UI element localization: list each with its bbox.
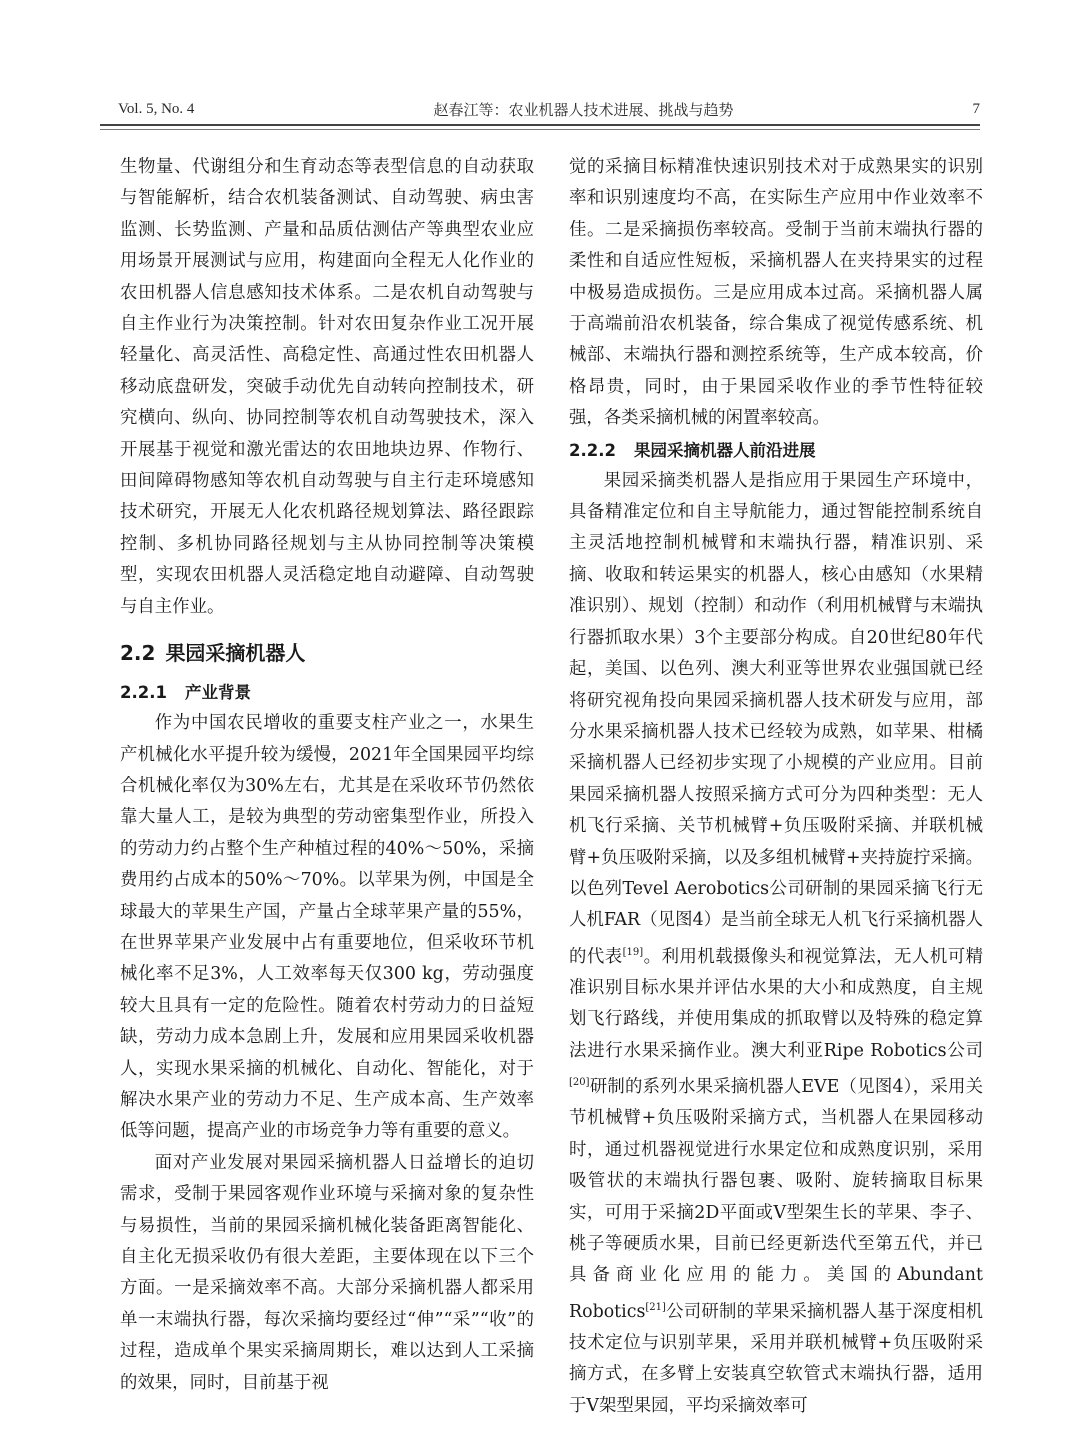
subsection-heading-2-2-2: [569, 435, 983, 466]
subsection-title: 产业背景: [184, 683, 251, 703]
paragraph-industry-background: 作为中国农民增收的重要支柱产业之一，水果生产机械化水平提升较为缓慢，2021年全国果园平均综合机械化率仅为30%左右，尤其是在采收环节仍然依靠大量人工，是较为典型的劳动密集型作业，所投入的劳动力约占整个生产种植过程的40%～50%，采摘费用约占成本的50%～70%。以苹果为例，中国是全球最大的苹果生产国，产量占全球苹果产量的55%，在世界苹果产业发展中占有重要地位，但采收环节机械化率不足3%，人工效率每天仅300 kg，劳动强度较大且具有一定的危险性。随着农村劳动力的日益短缺，劳动力成本急剧上升，发展和应用果园采收机器人，实现水果采摘的机械化、自动化、智能化，对于解决水果产业的劳动力不足、生产成本高、生产效率低等问题，提高产业的市场竞争力等有重要的意义。: [120, 713, 534, 1142]
running-header: [118, 96, 980, 122]
text-segment: 研制的系列水果采摘机器人EVE（见图4），采用关节机械臂+负压吸附采摘方式，当机器人在果园移动时，通过机器视觉进行水果定位和成熟度识别，采用吸管状的末端执行器包裹、吸附、旋转摘取目标果实，可用于采摘2D平面或V型架生长的苹果、李子、桃子等硬质水果，目前已经更新迭代至第五代，并已具备商业化应用的能力。美国的Abundant Robotics: [569, 1076, 983, 1322]
subsection-number: 2.2.1: [120, 683, 167, 703]
section-number: 2.2: [120, 641, 156, 666]
text-segment: 公司研制的苹果采摘机器人基于深度相机技术定位与识别苹果，采用并联机械臂+负压吸附采摘方式，在多臂上安装真空软管式末端执行器，适用于V架型果园，平均采摘效率可: [569, 1301, 983, 1416]
subsection-title: 果园采摘机器人前沿进展: [633, 440, 816, 460]
right-column: [569, 152, 983, 1422]
article-running-title: 赵春江等：农业机器人技术进展、挑战与趋势: [433, 100, 734, 119]
paragraph-frontier-progress: [569, 466, 983, 1423]
section-heading-2-2: [120, 637, 534, 669]
section-title: 果园采摘机器人: [165, 641, 306, 666]
subsection-heading-2-2-1: [120, 677, 534, 708]
header-rule-thick: [100, 124, 980, 126]
subsection-number: 2.2.2: [569, 440, 616, 460]
header-rule-thin: [100, 129, 980, 130]
citation-19: [19]: [622, 946, 644, 958]
citation-21: [21]: [645, 1301, 666, 1313]
paragraph-challenges-cont: 觉的采摘目标精准快速识别技术对于成熟果实的识别率和识别速度均不高，在实际生产应用中作业效率不佳。二是采摘损伤率较高。受制于当前末端执行器的柔性和自适应性短板，采摘机器人在夹持果实的过程中极易造成损伤。三是应用成本过高。采摘机器人属于高端前沿农机装备，综合集成了视觉传感系统、机械部、末端执行器和测控系统等，生产成本较高，价格昂贵，同时，由于果园采收作业的季节性特征较强，各类采摘机械的闲置率较高。: [569, 157, 983, 429]
paragraph-challenges: 面对产业发展对果园采摘机器人日益增长的迫切需求，受制于果园客观作业环境与采摘对象的复杂性与易损性，当前的果园采摘机械化装备距离智能化、自主化无损采收仍有很大差距，主要体现在以下三个方面。一是采摘效率不高。大部分采摘机器人都采用单一末端执行器，每次采摘均要经过“伸”“采”“收”的过程，造成单个果实采摘周期长，难以达到人工采摘的效果，同时，目前基于视: [120, 1152, 534, 1393]
page-number: 7: [972, 100, 980, 117]
text-segment: 。利用机载摄像头和视觉算法，无人机可精准识别目标水果并评估水果的大小和成熟度，自主规划飞行路线，并使用集成的抓取臂以及特殊的稳定算法进行水果采摘作业。澳大利亚Ripe Robotics公司: [569, 946, 983, 1061]
journal-volume: Vol. 5, No. 4: [118, 100, 195, 117]
paragraph-perception-control: 生物量、代谢组分和生育动态等表型信息的自动获取与智能解析，结合农机装备测试、自动驾驶、病虫害监测、长势监测、产量和品质估测估产等典型农业应用场景开展测试与应用，构建面向全程无人化作业的农田机器人信息感知技术体系。二是农机自动驾驶与自主作业行为决策控制。针对农田复杂作业工况开展轻量化、高灵活性、高稳定性、高通过性农田机器人移动底盘研发，突破手动优先自动转向控制技术，研究横向、纵向、协同控制等农机自动驾驶技术，深入开展基于视觉和激光雷达的农田地块边界、作物行、田间障碍物感知等农机自动驾驶与自主行走环境感知技术研究，开展无人化农机路径规划算法、路径跟踪控制、多机协同路径规划与主从协同控制等决策模型，实现农田机器人灵活稳定地自动避障、自动驾驶与自主作业。: [120, 157, 534, 617]
citation-20: [20]: [569, 1077, 590, 1089]
text-segment: 果园采摘类机器人是指应用于果园生产环境中，具备精准定位和自主导航能力，通过智能控制系统自主灵活地控制机械臂和末端执行器，精准识别、采摘、收取和转运果实的机器人，核心由感知（水果精准识别）、规划（控制）和动作（利用机械臂与末端执行器抓取水果）3个主要部分构成。自20世纪80年代起，美国、以色列、澳大利亚等世界农业强国就已经将研究视角投向果园采摘机器人技术研发与应用，部分水果采摘机器人技术已经较为成熟，如苹果、柑橘采摘机器人已经初步实现了小规模的产业应用。目前果园采摘机器人按照采摘方式可分为四种类型：无人机飞行采摘、关节机械臂+负压吸附采摘、并联机械臂+负压吸附采摘，以及多组机械臂+夹持旋拧采摘。以色列Tevel Aerobotics公司研制的果园采摘飞行无人机FAR（见图4）是当前全球无人机飞行采摘机器人的代表: [569, 470, 983, 967]
left-column: [120, 152, 534, 1399]
